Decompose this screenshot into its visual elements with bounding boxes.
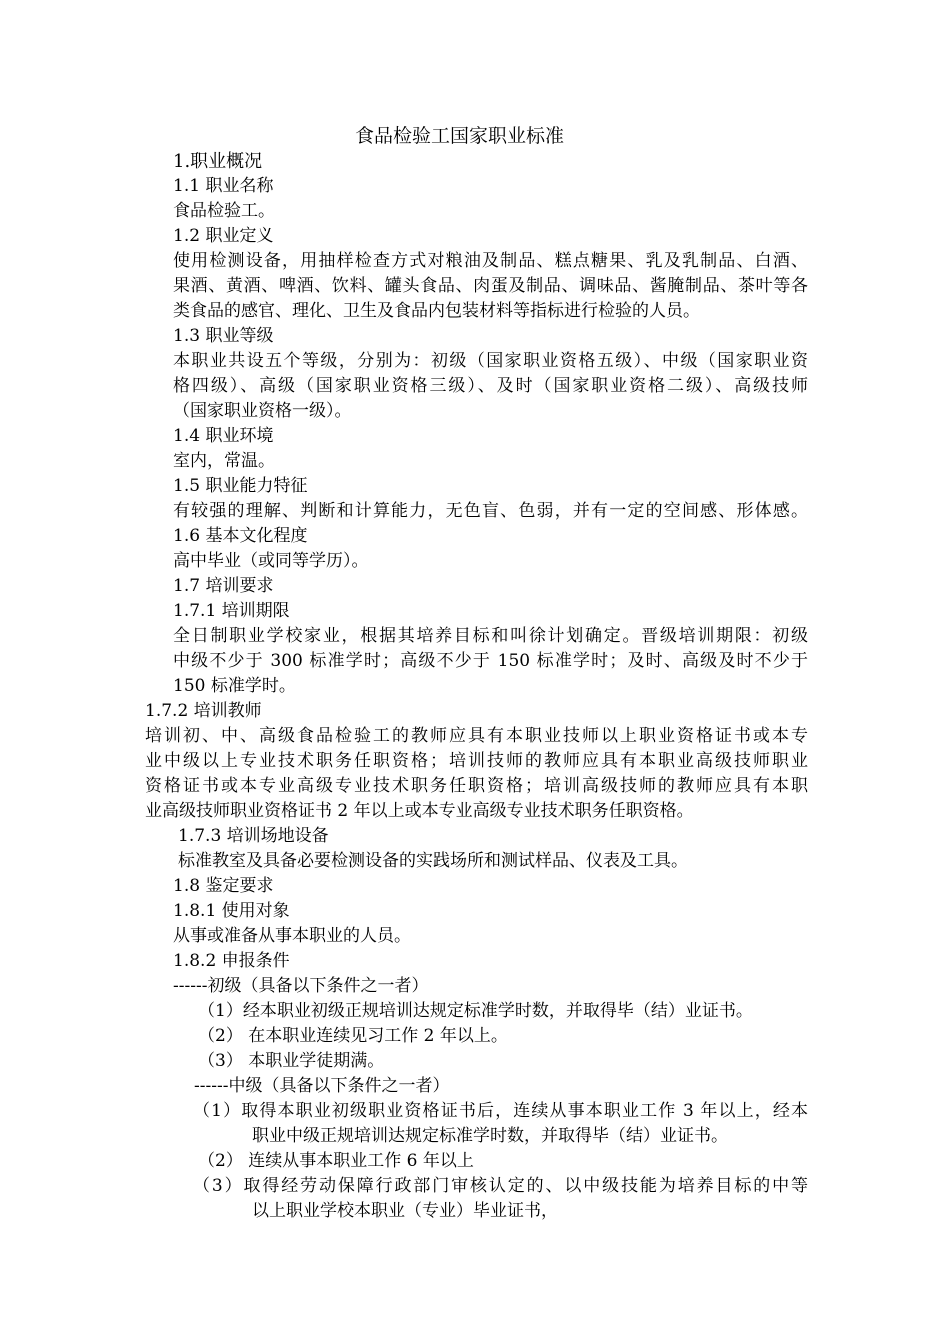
paragraph-line: 格四级）、高级（国家职业资格三级）、及时（国家职业资格二级）、高级技师: [173, 376, 808, 396]
paragraph-line: 资格证书或本专业高级专业技术职务任职资格；培训高级技师的教师应具有本职: [145, 776, 808, 796]
paragraph-line: 150 标准学时。: [173, 676, 296, 696]
heading-1-1: 1.1 职业名称: [173, 176, 274, 196]
paragraph-line: 标准教室及具备必要检测设备的实践场所和测试样品、仪表及工具。: [178, 851, 688, 871]
paragraph-line: 培训初、中、高级食品检验工的教师应具有本职业技师以上职业资格证书或本专: [145, 726, 808, 746]
paragraph-line: 类食品的感官、理化、卫生及食品内包装材料等指标进行检验的人员。: [173, 301, 700, 321]
list-item-continuation: 以上职业学校本职业（专业）毕业证书，: [252, 1201, 558, 1221]
paragraph-line: 高中毕业（或同等学历）。: [173, 551, 369, 571]
heading-1-7-2: 1.7.2 培训教师: [145, 701, 262, 721]
heading-1-8-2: 1.8.2 申报条件: [173, 951, 290, 971]
list-item: （3）取得经劳动保障行政部门审核认定的、以中级技能为培养目标的中等: [193, 1176, 808, 1196]
list-item: （2） 连续从事本职业工作 6 年以上: [198, 1151, 474, 1171]
paragraph-line: 中级不少于 300 标准学时；高级不少于 150 标准学时；及时、高级及时不少于: [173, 651, 808, 671]
heading-1-7: 1.7 培训要求: [173, 576, 274, 596]
heading-1-5: 1.5 职业能力特征: [173, 476, 308, 496]
list-item: （2） 在本职业连续见习工作 2 年以上。: [198, 1026, 508, 1046]
paragraph-line: 食品检验工。: [173, 201, 275, 221]
heading-1-4: 1.4 职业环境: [173, 426, 274, 446]
paragraph-line: 果酒、黄酒、啤酒、饮料、罐头食品、肉蛋及制品、调味品、酱腌制品、茶叶等各: [173, 276, 808, 296]
paragraph-line: 业中级以上专业技术职务任职资格；培训技师的教师应具有本职业高级技师职业: [145, 751, 808, 771]
heading-1-8: 1.8 鉴定要求: [173, 876, 274, 896]
list-item-continuation: 职业中级正规培训达规定标准学时数，并取得毕（结）业证书。: [252, 1126, 728, 1146]
heading-1: 1.职业概况: [173, 151, 263, 172]
list-item: （3） 本职业学徒期满。: [198, 1051, 385, 1071]
heading-1-3: 1.3 职业等级: [173, 326, 274, 346]
paragraph-line: 从事或准备从事本职业的人员。: [173, 926, 411, 946]
heading-1-6: 1.6 基本文化程度: [173, 526, 308, 546]
document-title: 食品检验工国家职业标准: [355, 125, 565, 147]
heading-1-2: 1.2 职业定义: [173, 226, 274, 246]
level-heading-junior: ------初级（具备以下条件之一者）: [173, 976, 429, 996]
paragraph-line: 室内，常温。: [173, 451, 275, 471]
heading-1-8-1: 1.8.1 使用对象: [173, 901, 290, 921]
paragraph-line: 有较强的理解、判断和计算能力，无色盲、色弱，并有一定的空间感、形体感。: [173, 501, 808, 521]
paragraph-line: 本职业共设五个等级，分别为：初级（国家职业资格五级）、中级（国家职业资: [173, 351, 808, 371]
list-item: （1）经本职业初级正规培训达规定标准学时数，并取得毕（结）业证书。: [198, 1001, 753, 1021]
heading-1-7-1: 1.7.1 培训期限: [173, 601, 290, 621]
paragraph-line: （国家职业资格一级）。: [173, 401, 352, 421]
paragraph-line: 业高级技师职业资格证书 2 年以上或本专业高级专业技术职务任职资格。: [145, 801, 694, 821]
heading-1-7-3: 1.7.3 培训场地设备: [178, 826, 329, 846]
paragraph-line: 全日制职业学校家业，根据其培养目标和叫徐计划确定。晋级培训期限：初级: [173, 626, 808, 646]
list-item: （1）取得本职业初级职业资格证书后，连续从事本职业工作 3 年以上，经本: [193, 1101, 808, 1121]
level-heading-intermediate: ------中级（具备以下条件之一者）: [194, 1076, 450, 1096]
paragraph-line: 使用检测设备，用抽样检查方式对粮油及制品、糕点糖果、乳及乳制品、白酒、: [173, 251, 808, 271]
